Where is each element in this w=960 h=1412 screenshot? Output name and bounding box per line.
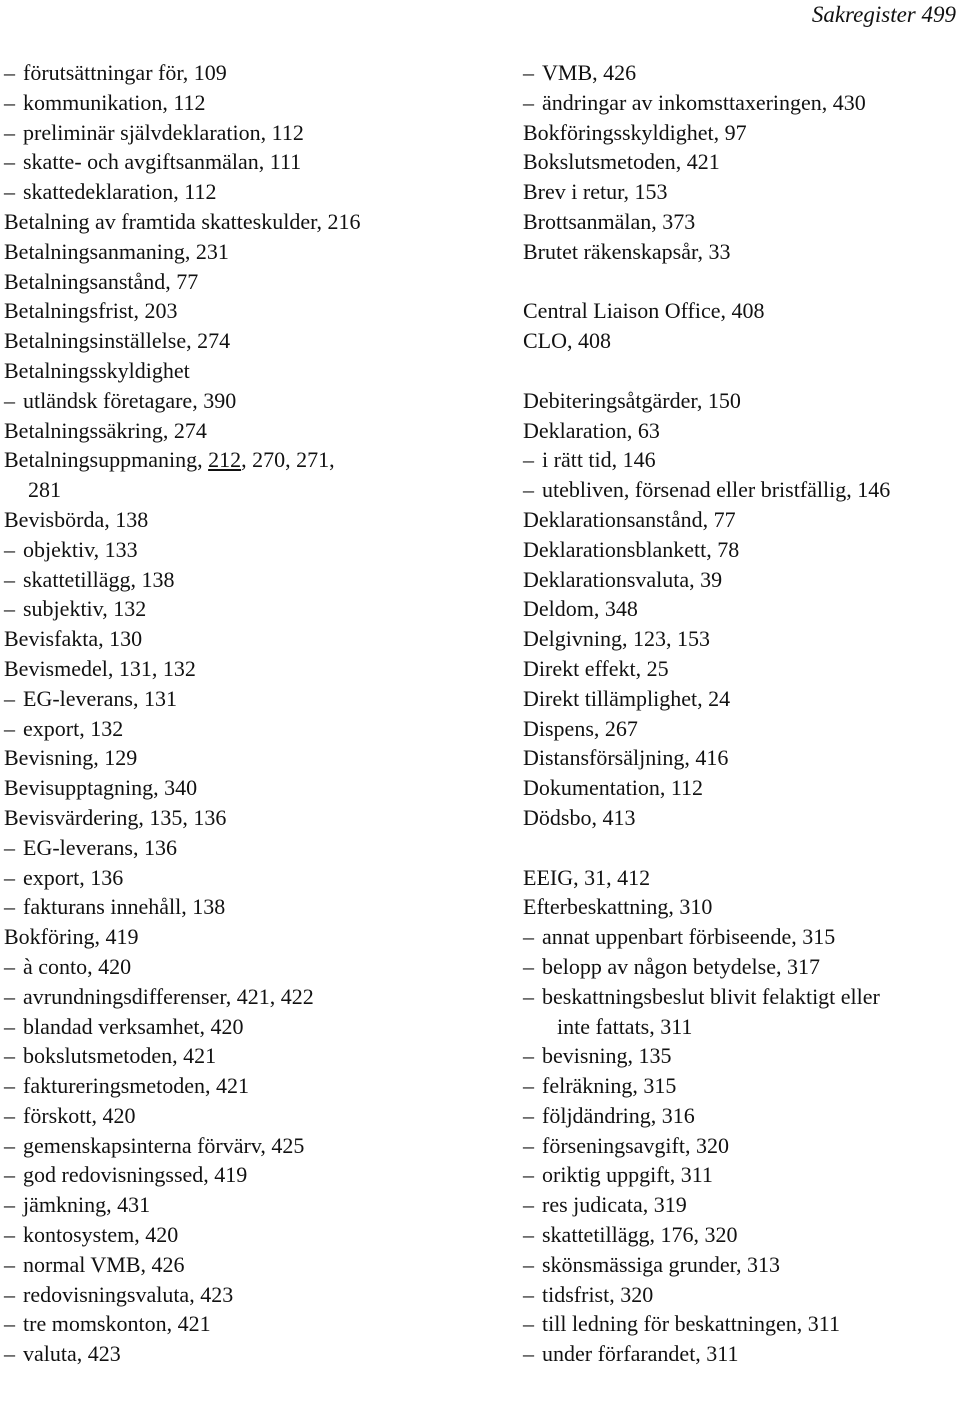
- index-subentry: [4, 1160, 474, 1190]
- index-subentry: [523, 88, 960, 118]
- subentry-dash: –: [523, 1102, 534, 1128]
- index-entry: [4, 922, 474, 952]
- index-entry: [523, 386, 960, 416]
- entry-text: bokslutsmetoden, 421: [23, 1043, 217, 1069]
- index-subentry: [4, 535, 474, 565]
- entry-text: Bevismedel, 131, 132: [4, 655, 196, 681]
- entry-text: Bokföringsskyldighet, 97: [523, 119, 747, 145]
- entry-text: utländsk företagare, 390: [23, 387, 237, 413]
- index-entry: [523, 684, 960, 714]
- entry-text: Distansförsäljning, 416: [523, 745, 729, 771]
- entry-text: Dödsbo, 413: [523, 804, 636, 830]
- index-subentry: [4, 386, 474, 416]
- index-subentry: [4, 118, 474, 148]
- entry-text: bevisning, 135: [542, 1043, 672, 1069]
- subentry-dash: –: [4, 387, 15, 413]
- entry-text: avrundningsdifferenser, 421, 422: [23, 983, 314, 1009]
- index-entry: [4, 326, 474, 356]
- index-entry: [4, 505, 474, 535]
- index-entry: [4, 743, 474, 773]
- entry-text: preliminär självdeklaration, 112: [23, 119, 304, 145]
- entry-text: annat uppenbart förbiseende, 315: [542, 924, 836, 950]
- entry-text: export, 132: [23, 715, 124, 741]
- entry-text: tre momskonton, 421: [23, 1311, 211, 1337]
- index-subentry: [523, 1071, 960, 1101]
- index-subentry: [4, 1309, 474, 1339]
- index-entry: [523, 237, 960, 267]
- subentry-dash: –: [4, 1222, 15, 1248]
- entry-text: felräkning, 315: [542, 1073, 677, 1099]
- running-head: Sakregister 499: [811, 2, 956, 27]
- index-entry: [4, 803, 474, 833]
- entry-text: Dokumentation, 112: [523, 775, 704, 801]
- subentry-dash: –: [523, 1192, 534, 1218]
- subentry-dash: –: [4, 1162, 15, 1188]
- index-subentry: [523, 1160, 960, 1190]
- entry-text: fakturans innehåll, 138: [23, 894, 226, 920]
- index-subentry: [4, 88, 474, 118]
- index-subentry: [4, 1190, 474, 1220]
- index-entry: [4, 624, 474, 654]
- index-entry: [4, 773, 474, 803]
- index-subentry: [4, 1339, 474, 1369]
- subentry-dash: –: [4, 536, 15, 562]
- entry-text: jämkning, 431: [23, 1192, 151, 1218]
- entry-text: EEIG, 31, 412: [523, 864, 651, 890]
- subentry-dash: –: [4, 1251, 15, 1277]
- entry-text: Betalningssäkring, 274: [4, 417, 207, 443]
- entry-text: Betalningsskyldighet: [4, 357, 190, 383]
- index-entry: [523, 565, 960, 595]
- entry-text: gemenskapsinterna förvärv, 425: [23, 1132, 305, 1158]
- entry-text: valuta, 423: [23, 1341, 121, 1367]
- index-subentry: [523, 1250, 960, 1280]
- entry-text: Betalningsanstånd, 77: [4, 268, 199, 294]
- entry-text: beskattningsbeslut blivit felaktigt eller: [542, 983, 880, 1009]
- entry-text: Bokslutsmetoden, 421: [523, 149, 720, 175]
- subentry-dash: –: [4, 1311, 15, 1337]
- index-subentry: [4, 863, 474, 893]
- index-subentry: [523, 982, 960, 1012]
- index-subentry: [523, 1190, 960, 1220]
- entry-text: Bevisupptagning, 340: [4, 775, 198, 801]
- entry-text: Efterbeskattning, 310: [523, 894, 713, 920]
- entry-text: Dispens, 267: [523, 715, 638, 741]
- subentry-dash: –: [523, 447, 534, 473]
- index-entry: [523, 207, 960, 237]
- index-subentry: [4, 1220, 474, 1250]
- index-subentry: [4, 833, 474, 863]
- subentry-dash: –: [523, 924, 534, 950]
- index-subentry: [523, 1309, 960, 1339]
- index-entry: [523, 594, 960, 624]
- entry-text: Deklarationsanstånd, 77: [523, 506, 736, 532]
- index-subentry: [4, 1101, 474, 1131]
- index-column-left: [4, 58, 474, 1369]
- entry-text: till ledning för beskattningen, 311: [542, 1311, 840, 1337]
- entry-text: skattedeklaration, 112: [23, 179, 217, 205]
- subentry-dash: –: [523, 1043, 534, 1069]
- entry-text: utebliven, försenad eller bristfällig, 146: [542, 477, 891, 503]
- index-entry: [4, 207, 474, 237]
- index-entry: [4, 654, 474, 684]
- index-subentry: [4, 714, 474, 744]
- entry-text: kontosystem, 420: [23, 1222, 179, 1248]
- entry-pages: , 270, 271,: [241, 447, 335, 473]
- index-entry: [4, 356, 474, 386]
- entry-text: res judicata, 319: [542, 1192, 687, 1218]
- index-entry-continuation: [523, 1012, 960, 1042]
- index-subentry: [523, 952, 960, 982]
- entry-text: Direkt effekt, 25: [523, 655, 669, 681]
- entry-text: Betalningsanmaning, 231: [4, 238, 229, 264]
- index-entry: [523, 714, 960, 744]
- index-entry: [4, 445, 474, 475]
- index-subentry: [4, 565, 474, 595]
- subentry-dash: –: [4, 1043, 15, 1069]
- entry-text: objektiv, 133: [23, 536, 138, 562]
- subentry-dash: –: [523, 1311, 534, 1337]
- entry-text: inte fattats, 311: [557, 1013, 693, 1039]
- index-entry: [523, 803, 960, 833]
- subentry-dash: –: [4, 715, 15, 741]
- index-entry: [4, 296, 474, 326]
- subentry-dash: –: [4, 1132, 15, 1158]
- subentry-dash: –: [523, 89, 534, 115]
- subentry-dash: –: [4, 894, 15, 920]
- index-subentry: [523, 1220, 960, 1250]
- entry-text: 281: [28, 477, 61, 503]
- entry-text: Bevisbörda, 138: [4, 506, 149, 532]
- entry-text: VMB, 426: [542, 60, 637, 85]
- index-subentry: [4, 177, 474, 207]
- entry-page-primary: 212: [208, 447, 242, 473]
- subentry-dash: –: [523, 477, 534, 503]
- entry-text: Betalningsinställelse, 274: [4, 328, 231, 354]
- index-subentry: [4, 952, 474, 982]
- entry-text: skattetillägg, 176, 320: [542, 1222, 738, 1248]
- index-entry: [523, 535, 960, 565]
- index-subentry: [4, 1280, 474, 1310]
- entry-text: skattetillägg, 138: [23, 566, 175, 592]
- index-entry: [523, 118, 960, 148]
- subentry-dash: –: [523, 1281, 534, 1307]
- entry-text: subjektiv, 132: [23, 596, 147, 622]
- subentry-dash: –: [523, 983, 534, 1009]
- entry-text: förseningsavgift, 320: [542, 1132, 729, 1158]
- entry-text: Delgivning, 123, 153: [523, 626, 710, 652]
- entry-text: Bevisfakta, 130: [4, 626, 143, 652]
- entry-text: oriktig uppgift, 311: [542, 1162, 713, 1188]
- index-entry: [4, 267, 474, 297]
- index-subentry: [523, 1280, 960, 1310]
- entry-text: EG-leverans, 131: [23, 685, 177, 711]
- index-subentry: [4, 594, 474, 624]
- index-entry: [523, 296, 960, 326]
- subentry-dash: –: [523, 1162, 534, 1188]
- entry-text: Bevisvärdering, 135, 136: [4, 804, 227, 830]
- subentry-dash: –: [4, 1102, 15, 1128]
- entry-text: blandad verksamhet, 420: [23, 1013, 244, 1039]
- entry-text: belopp av någon betydelse, 317: [542, 953, 820, 979]
- index-entry: [523, 147, 960, 177]
- index-entry: [523, 326, 960, 356]
- entry-text: export, 136: [23, 864, 124, 890]
- entry-text: Deklarationsblankett, 78: [523, 536, 740, 562]
- index-subentry: [4, 684, 474, 714]
- index-subentry: [4, 982, 474, 1012]
- subentry-dash: –: [4, 953, 15, 979]
- subentry-dash: –: [4, 89, 15, 115]
- entry-text: Deldom, 348: [523, 596, 638, 622]
- entry-text: Debiteringsåtgärder, 150: [523, 387, 741, 413]
- subentry-dash: –: [4, 1281, 15, 1307]
- entry-text: skatte- och avgiftsanmälan, 111: [23, 149, 302, 175]
- entry-text: ändringar av inkomsttaxeringen, 430: [542, 89, 866, 115]
- index-entry: [523, 416, 960, 446]
- entry-text: Bokföring, 419: [4, 924, 139, 950]
- index-subentry: [523, 475, 960, 505]
- index-subentry: [4, 1041, 474, 1071]
- subentry-dash: –: [523, 1251, 534, 1277]
- index-entry: [523, 505, 960, 535]
- index-entry: [523, 743, 960, 773]
- subentry-dash: –: [4, 1013, 15, 1039]
- index-entry: [523, 773, 960, 803]
- subentry-dash: –: [4, 1192, 15, 1218]
- index-subentry: [523, 445, 960, 475]
- index-subentry: [4, 1250, 474, 1280]
- subentry-dash: –: [523, 953, 534, 979]
- subentry-dash: –: [4, 60, 15, 85]
- entry-text: Betalningsfrist, 203: [4, 298, 178, 324]
- subentry-dash: –: [4, 149, 15, 175]
- entry-text: Brev i retur, 153: [523, 179, 668, 205]
- index-subentry: [523, 1131, 960, 1161]
- entry-text: Deklaration, 63: [523, 417, 660, 443]
- subentry-dash: –: [523, 1341, 534, 1367]
- index-entry: [523, 654, 960, 684]
- entry-text: Central Liaison Office, 408: [523, 298, 765, 324]
- index-subentry: [4, 1071, 474, 1101]
- subentry-dash: –: [4, 1073, 15, 1099]
- subentry-dash: –: [4, 566, 15, 592]
- index-subentry: [523, 922, 960, 952]
- index-entry: [4, 237, 474, 267]
- index-subentry: [4, 892, 474, 922]
- entry-text: i rätt tid, 146: [542, 447, 656, 473]
- index-entry-continuation: [4, 475, 474, 505]
- entry-text: Brutet räkenskapsår, 33: [523, 238, 731, 264]
- entry-text: förskott, 420: [23, 1102, 136, 1128]
- subentry-dash: –: [4, 119, 15, 145]
- entry-text: EG-leverans, 136: [23, 834, 177, 860]
- entry-text: under förfarandet, 311: [542, 1341, 739, 1367]
- index-subentry: [4, 1131, 474, 1161]
- subentry-dash: –: [523, 1132, 534, 1158]
- entry-text: kommunikation, 112: [23, 89, 206, 115]
- entry-text: faktureringsmetoden, 421: [23, 1073, 250, 1099]
- subentry-dash: –: [4, 179, 15, 205]
- entry-text: skönsmässiga grunder, 313: [542, 1251, 781, 1277]
- index-entry: [523, 177, 960, 207]
- entry-text: CLO, 408: [523, 328, 611, 354]
- subentry-dash: –: [523, 1222, 534, 1248]
- index-entry: [523, 863, 960, 893]
- subentry-dash: –: [4, 1341, 15, 1367]
- entry-text: Direkt tillämplighet, 24: [523, 685, 731, 711]
- index-subentry: [523, 1339, 960, 1369]
- index-column-right: [523, 58, 960, 1369]
- entry-text: tidsfrist, 320: [542, 1281, 654, 1307]
- entry-text: Deklarationsvaluta, 39: [523, 566, 723, 592]
- entry-text: à conto, 420: [23, 953, 132, 979]
- entry-text: förutsättningar för, 109: [23, 60, 227, 85]
- subentry-dash: –: [4, 834, 15, 860]
- subentry-dash: –: [4, 596, 15, 622]
- index-subentry: [4, 58, 474, 88]
- subentry-dash: –: [523, 1073, 534, 1099]
- entry-text: redovisningsvaluta, 423: [23, 1281, 234, 1307]
- subentry-dash: –: [523, 60, 534, 85]
- index-subentry: [523, 1041, 960, 1071]
- entry-text: god redovisningssed, 419: [23, 1162, 248, 1188]
- entry-text: följdändring, 316: [542, 1102, 695, 1128]
- index-subentry: [4, 147, 474, 177]
- index-subentry: [523, 1101, 960, 1131]
- index-entry: [523, 624, 960, 654]
- subentry-dash: –: [4, 685, 15, 711]
- entry-text: Bevisning, 129: [4, 745, 138, 771]
- entry-text: normal VMB, 426: [23, 1251, 185, 1277]
- index-entry: [523, 892, 960, 922]
- entry-text: Betalning av framtida skatteskulder, 216: [4, 208, 361, 234]
- entry-text: Betalningsuppmaning,: [4, 447, 209, 473]
- index-subentry: [4, 1012, 474, 1042]
- subentry-dash: –: [4, 983, 15, 1009]
- subentry-dash: –: [4, 864, 15, 890]
- index-subentry: [523, 58, 960, 88]
- index-entry: [4, 416, 474, 446]
- entry-text: Brottsanmälan, 373: [523, 208, 696, 234]
